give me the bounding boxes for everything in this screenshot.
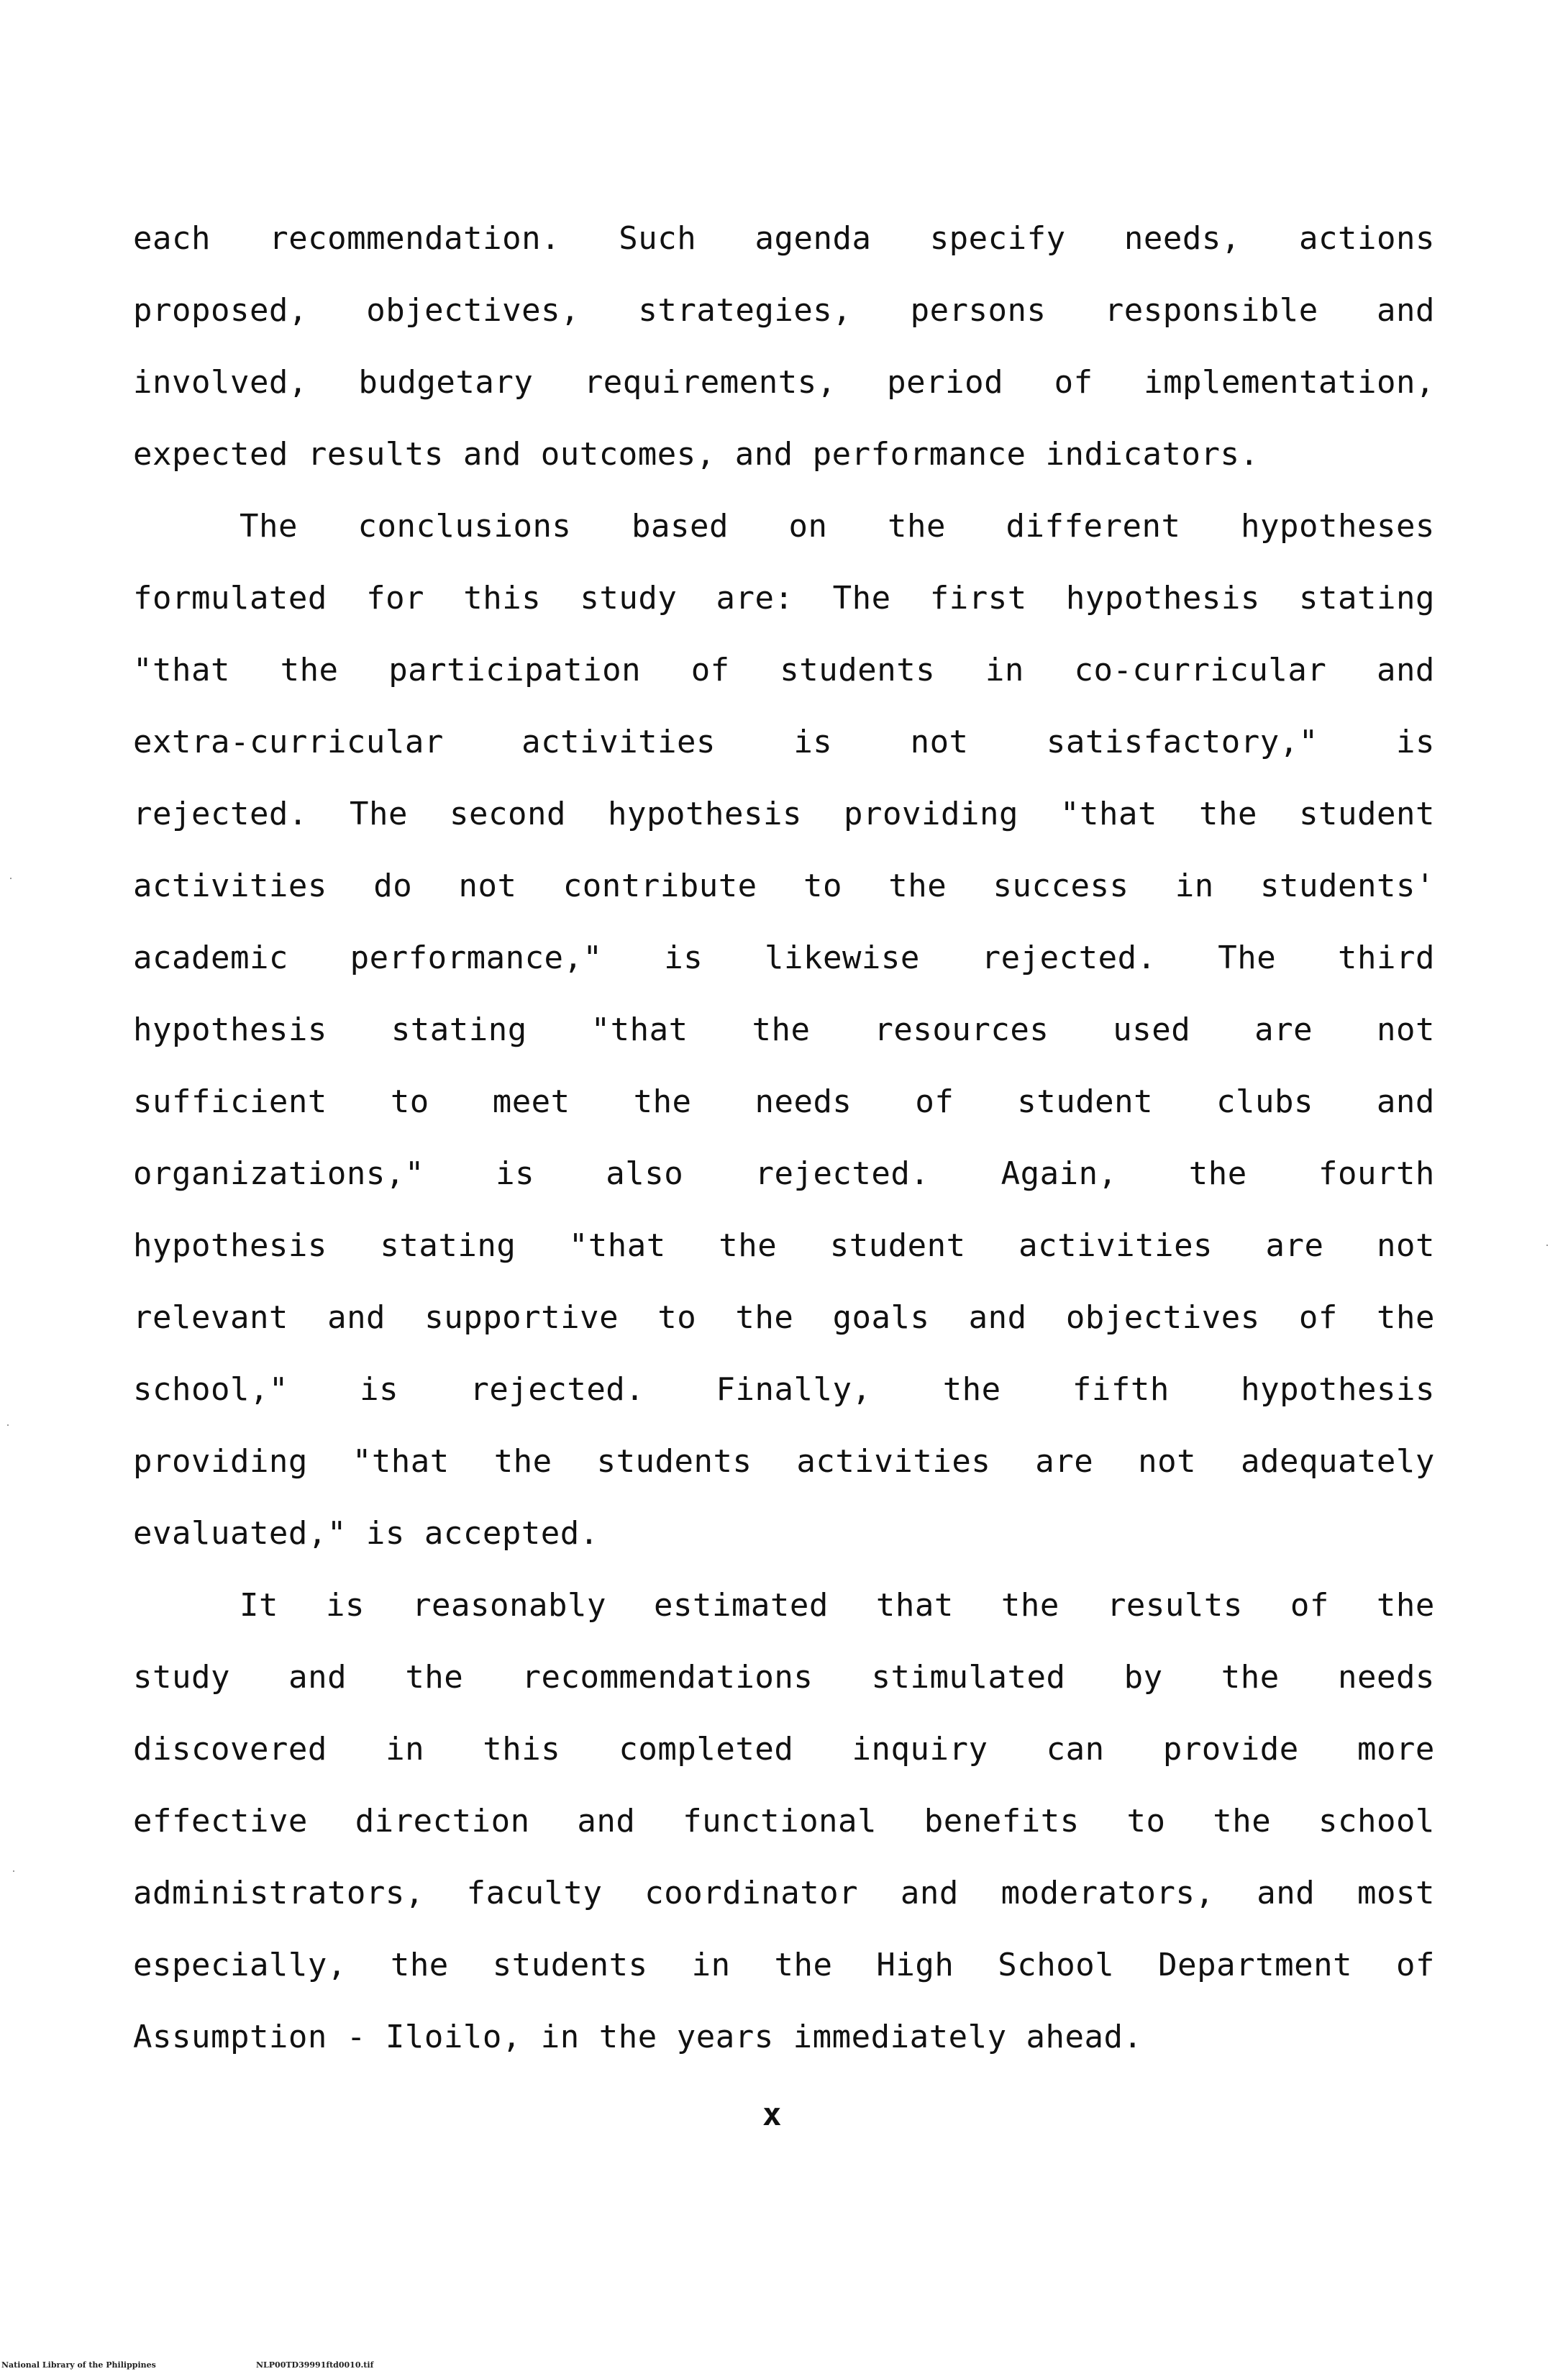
word: objectives, [366, 292, 580, 329]
text-line [133, 1937, 1435, 2009]
word: students [492, 1947, 648, 1983]
word: are [1035, 1443, 1094, 1480]
word: fifth [1072, 1371, 1170, 1408]
word: discovered [133, 1731, 327, 1768]
word: hypothesis [133, 1011, 327, 1048]
word: the [735, 1299, 794, 1336]
word: is [496, 1155, 535, 1192]
body-text [133, 210, 1435, 2080]
word: of [1054, 364, 1093, 401]
word: the [1000, 1587, 1059, 1624]
word: students [596, 1443, 752, 1480]
word: and [1257, 1875, 1316, 1911]
word: "that [568, 1227, 666, 1264]
word: persons [910, 292, 1047, 329]
word: period [887, 364, 1004, 401]
word: most [1357, 1875, 1435, 1911]
word: to [390, 1083, 429, 1120]
text-line: evaluated," is accepted. [133, 1515, 599, 1552]
word: of [915, 1083, 954, 1120]
word: used [1113, 1011, 1191, 1048]
text-line [133, 786, 1435, 858]
word: especially, [133, 1947, 347, 1983]
word: success [993, 868, 1129, 904]
word: study [133, 1659, 230, 1696]
word: needs [1337, 1659, 1435, 1696]
word: Again, [1000, 1155, 1118, 1192]
word: do [373, 868, 413, 904]
word: and [1376, 292, 1435, 329]
word: student [829, 1227, 966, 1264]
text-line [133, 1865, 1435, 1937]
word: rejected. [133, 796, 308, 832]
word: is [360, 1371, 399, 1408]
text-line: Assumption - Iloilo, in the years immediately ahead. [133, 2019, 1143, 2055]
word: second [450, 796, 566, 832]
word: not [458, 868, 517, 904]
word: are: [716, 580, 794, 617]
word: hypothesis [133, 1227, 327, 1264]
text-line [133, 1433, 1435, 1505]
word: clubs [1216, 1083, 1314, 1120]
word: providing [133, 1443, 308, 1480]
page-number: x [762, 2096, 782, 2133]
word: student [1299, 796, 1435, 832]
word: extra-curricular [133, 724, 444, 760]
word: agenda [755, 220, 872, 257]
word: reasonably [412, 1587, 606, 1624]
word: meet [492, 1083, 570, 1120]
word: The [1218, 940, 1277, 976]
word: the [633, 1083, 692, 1120]
word: functional [683, 1803, 878, 1839]
word: "that [591, 1011, 688, 1048]
word: of [690, 652, 730, 688]
word: not [1377, 1227, 1435, 1264]
word: Finally, [716, 1371, 872, 1408]
word: in [1175, 868, 1214, 904]
word: and [1376, 652, 1435, 688]
scan-speck [1546, 1245, 1548, 1246]
word: activities [1018, 1227, 1213, 1264]
word: the [390, 1947, 449, 1983]
word: "that [352, 1443, 450, 1480]
word: the [752, 1011, 811, 1048]
word: needs [755, 1083, 852, 1120]
paragraph-start-line [133, 1577, 1435, 1649]
word: for [366, 580, 425, 617]
word: academic [133, 940, 288, 976]
word: recommendations [521, 1659, 813, 1696]
word: third [1338, 940, 1435, 976]
word: faculty [466, 1875, 603, 1911]
word: recommendation. [269, 220, 561, 257]
text-line [133, 210, 1435, 282]
word: the [1376, 1587, 1435, 1624]
text-line [133, 354, 1435, 426]
word: and [577, 1803, 636, 1839]
word: responsible [1104, 292, 1318, 329]
footer-file-label: NLP00TD39991ftd0010.tif [256, 2360, 374, 2370]
text-line [133, 929, 1435, 1001]
text-line: expected results and outcomes, and performance indicators. [133, 436, 1259, 473]
word: not [1138, 1443, 1197, 1480]
text-line [133, 1361, 1435, 1433]
word: different [1006, 508, 1181, 545]
word: of [1298, 1299, 1338, 1336]
word: is [664, 940, 703, 976]
word: providing [844, 796, 1018, 832]
word: rejected. [755, 1155, 930, 1192]
word: to [803, 868, 842, 904]
word: and [1376, 1083, 1435, 1120]
text-line [133, 1289, 1435, 1361]
word: first [929, 580, 1027, 617]
word: objectives [1065, 1299, 1260, 1336]
word: results [1106, 1587, 1243, 1624]
word: the [774, 1947, 833, 1983]
word: in [691, 1947, 731, 1983]
word: Department [1158, 1947, 1353, 1983]
word: of [1290, 1587, 1329, 1624]
word: requirements, [583, 364, 837, 401]
word: participation [388, 652, 642, 688]
word: contribute [562, 868, 757, 904]
word: students [780, 652, 936, 688]
word: completed [619, 1731, 794, 1768]
word: in [386, 1731, 425, 1768]
text-line [133, 1793, 1435, 1865]
word: the [888, 508, 946, 545]
word: are [1254, 1011, 1313, 1048]
word: conclusions [357, 508, 572, 545]
word: administrators, [133, 1875, 424, 1911]
word: organizations," [133, 1155, 424, 1192]
word: by [1123, 1659, 1163, 1696]
word: stating [391, 1011, 527, 1048]
text-line [133, 1073, 1435, 1145]
word: the [405, 1659, 464, 1696]
word: the [942, 1371, 1001, 1408]
word: direction [355, 1803, 530, 1839]
word: estimated [653, 1587, 829, 1624]
text-line [133, 1217, 1435, 1289]
word: that [875, 1587, 954, 1624]
word: also [606, 1155, 684, 1192]
word: school," [133, 1371, 288, 1408]
paragraph-start-line [133, 498, 1435, 570]
word: based [631, 508, 729, 545]
text-line [133, 714, 1435, 786]
word: adequately [1241, 1443, 1435, 1480]
text-line [133, 1721, 1435, 1793]
word: activities [796, 1443, 991, 1480]
text-line [133, 1001, 1435, 1073]
word: rejected. [981, 940, 1157, 976]
word: the [1188, 1155, 1247, 1192]
word: students' [1260, 868, 1435, 904]
word: formulated [133, 580, 327, 617]
word: can [1046, 1731, 1105, 1768]
word: and [288, 1659, 347, 1696]
word: resources [874, 1011, 1049, 1048]
word: are [1265, 1227, 1324, 1264]
word: effective [133, 1803, 308, 1839]
word: stating [1299, 580, 1435, 617]
scan-speck [7, 1424, 9, 1426]
word: on [788, 508, 828, 545]
footer-source-label: National Library of the Philippines [1, 2360, 156, 2370]
word: supportive [424, 1299, 619, 1336]
word: rejected. [470, 1371, 645, 1408]
word: and [900, 1875, 959, 1911]
word: hypothesis [1065, 580, 1260, 617]
word: the [719, 1227, 778, 1264]
text-line [133, 1649, 1435, 1721]
word: involved, [133, 364, 308, 401]
word: in [985, 652, 1024, 688]
word: satisfactory," [1046, 724, 1318, 760]
word: likewise [764, 940, 920, 976]
word: "that [1060, 796, 1157, 832]
word: stimulated [871, 1659, 1066, 1696]
word: the [1199, 796, 1257, 832]
word: "that [133, 652, 230, 688]
word: goals [832, 1299, 930, 1336]
word: The [349, 796, 408, 832]
word: the [1377, 1299, 1435, 1336]
word: to [1126, 1803, 1166, 1839]
word: performance," [350, 940, 603, 976]
word: fourth [1318, 1155, 1435, 1192]
word: study [580, 580, 678, 617]
word: moderators, [1000, 1875, 1215, 1911]
word: sufficient [133, 1083, 327, 1120]
text-line [133, 858, 1435, 929]
word: The [240, 508, 298, 545]
word: is [326, 1587, 365, 1624]
word: not [910, 724, 969, 760]
word: the [493, 1443, 552, 1480]
word: It [240, 1587, 278, 1624]
word: each [133, 220, 211, 257]
word: student [1017, 1083, 1154, 1120]
word: stating [380, 1227, 516, 1264]
text-line [133, 642, 1435, 714]
word: actions [1299, 220, 1435, 257]
word: High [876, 1947, 954, 1983]
text-line [133, 1145, 1435, 1217]
word: budgetary [358, 364, 534, 401]
word: specify [929, 220, 1066, 257]
word: inquiry [852, 1731, 988, 1768]
word: School [998, 1947, 1115, 1983]
word: the [280, 652, 339, 688]
word: the [1213, 1803, 1272, 1839]
word: activities [133, 868, 327, 904]
word: school [1318, 1803, 1435, 1839]
word: more [1357, 1731, 1435, 1768]
word: the [1221, 1659, 1280, 1696]
word: strategies, [638, 292, 852, 329]
word: of [1395, 1947, 1435, 1983]
word: benefits [924, 1803, 1080, 1839]
word: needs, [1123, 220, 1241, 257]
word: the [888, 868, 947, 904]
word: hypothesis [1241, 1371, 1435, 1408]
scan-speck [13, 1870, 14, 1872]
word: activities [521, 724, 716, 760]
text-line [133, 282, 1435, 354]
word: provide [1162, 1731, 1299, 1768]
word: this [483, 1731, 561, 1768]
word: to [657, 1299, 697, 1336]
word: hypothesis [608, 796, 802, 832]
word: is [1396, 724, 1435, 760]
word: implementation, [1144, 364, 1435, 401]
word: Such [619, 220, 697, 257]
word: proposed, [133, 292, 308, 329]
word: coordinator [644, 1875, 859, 1911]
word: this [463, 580, 542, 617]
word: hypotheses [1241, 508, 1435, 545]
word: and [968, 1299, 1027, 1336]
word: The [832, 580, 891, 617]
word: co-curricular [1074, 652, 1327, 688]
word: is [793, 724, 833, 760]
word: and [327, 1299, 386, 1336]
word: relevant [133, 1299, 288, 1336]
text-line [133, 570, 1435, 642]
word: not [1377, 1011, 1435, 1048]
scan-speck [10, 878, 12, 879]
